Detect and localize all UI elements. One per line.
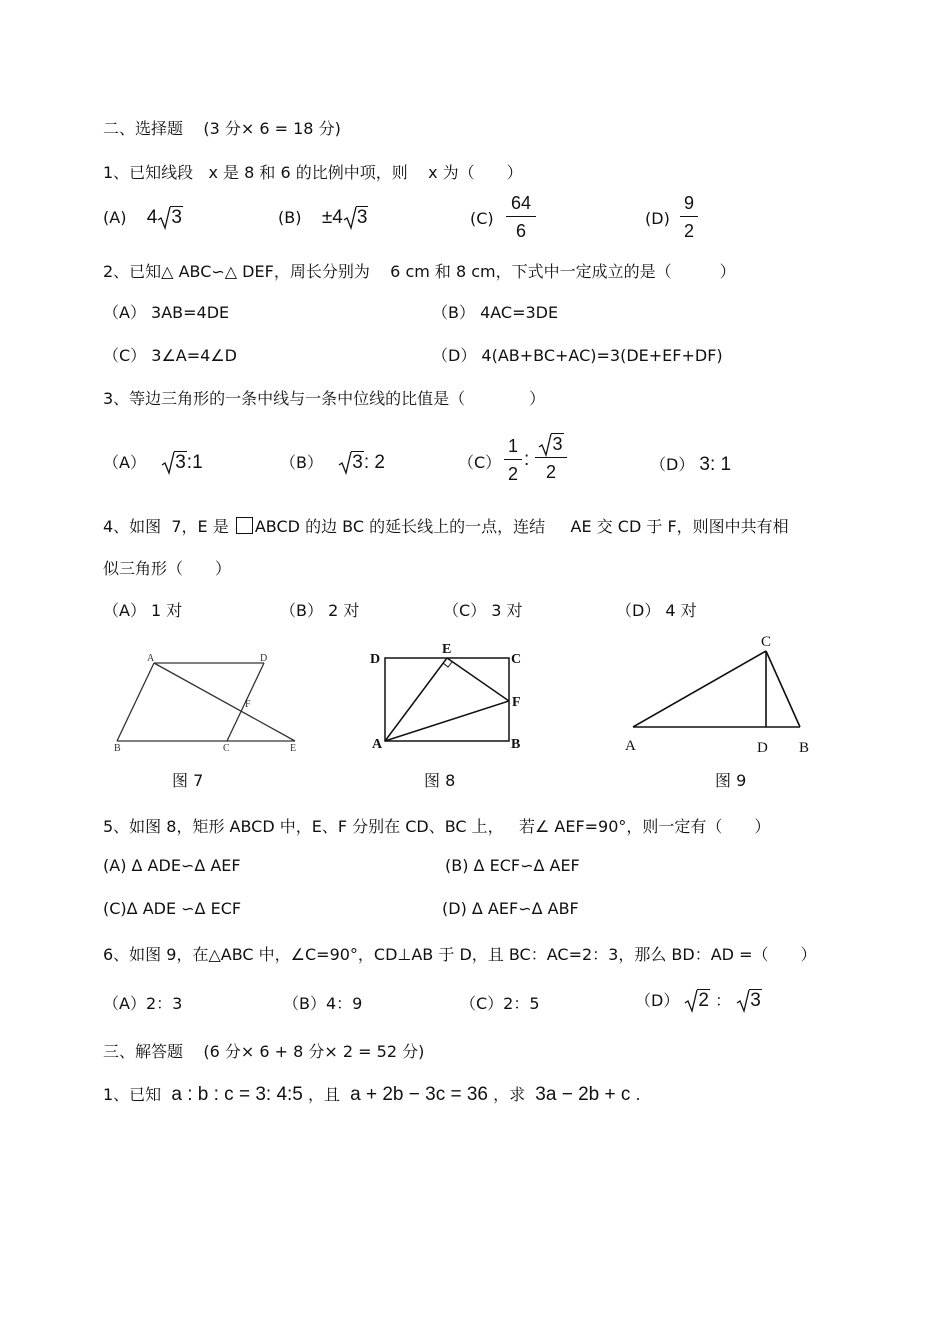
q4-stem: 4、如图 7，E 是 ABCD 的边 BC 的延长线上的一点，连结 AE 交 CD 于 F，则图中共有相 <box>103 517 789 536</box>
problem-1: 1、已知 a : b : c = 3: 4:5 ，且 a + 2b − 3c = 36 ，求 3a − 2b + c . <box>103 1084 641 1105</box>
section2-score: (3 分× 6 = 18 分) <box>203 119 341 138</box>
fig7-caption: 图 7 <box>172 771 204 790</box>
q4-option-b: （B） 2 对 <box>280 601 360 620</box>
fig9-label-b: B <box>799 740 810 756</box>
fig8-label-a: A <box>372 737 383 752</box>
sqrt-symbol: 3 <box>157 207 183 229</box>
q4-option-a: （A） 1 对 <box>103 601 183 620</box>
fig7-label-b: B <box>114 743 121 754</box>
q2-stem: 2、已知△ ABC∽△ DEF，周长分别为 6 cm 和 8 cm，下式中一定成立的是（ ） <box>103 262 736 281</box>
q1-stem: 1、已知线段 x 是 8 和 6 的比例中项，则 x 为（ ） <box>103 163 523 182</box>
q6-option-b: （B）4：9 <box>283 994 363 1013</box>
q6-option-d: （D） 2 ： 3 <box>635 990 761 1011</box>
fig7-label-f: F <box>245 699 251 710</box>
q3-option-a: （A） 3:1 <box>103 452 203 473</box>
sqrt-symbol: 3 <box>338 452 364 474</box>
fig9-label-a: A <box>625 738 636 754</box>
fig7-label-c: C <box>223 743 230 754</box>
fig7-label-a: A <box>147 653 155 664</box>
problem-1-equation: a + 2b − 3c = 36 <box>350 1084 489 1105</box>
q6-option-c: （C）2：5 <box>460 994 540 1013</box>
q3-option-d: （D） 3: 1 <box>650 454 732 475</box>
figure-7-parallelogram <box>105 645 305 755</box>
q1-option-c-label: (C) <box>470 209 494 228</box>
problem-1-expression: 3a − 2b + c <box>535 1084 631 1105</box>
fig8-label-b: B <box>511 737 521 752</box>
fig9-label-d: D <box>757 740 768 756</box>
q5-option-c: (C)Δ ADE ∽Δ ECF <box>103 899 242 918</box>
q3-stem: 3、等边三角形的一条中线与一条中位线的比值是（ ） <box>103 389 546 408</box>
q3-option-c-fraction2: 3 2 <box>535 434 567 483</box>
q1-option-d-label: (D) <box>645 209 670 228</box>
sqrt-symbol: 3 <box>736 990 762 1012</box>
q4-stem-line2: 似三角形（ ） <box>103 559 232 578</box>
fig8-label-d: D <box>370 652 381 667</box>
q3-option-b: （B） 3: 2 <box>280 452 385 473</box>
q4-option-d: （D） 4 对 <box>616 601 697 620</box>
sqrt-symbol: 3 <box>538 434 563 455</box>
fig8-caption: 图 8 <box>424 771 456 790</box>
problem-1-ratio: a : b : c = 3: 4:5 <box>171 1084 303 1105</box>
q2-option-c: （C） 3∠A=4∠D <box>103 346 237 365</box>
fig7-label-e: E <box>290 743 297 754</box>
q1-option-b: (B) ±4 3 <box>278 207 368 228</box>
fig8-label-f: F <box>512 695 521 710</box>
q1-option-c-fraction: 64 6 <box>506 193 536 242</box>
section2-heading: 二、选择题 (3 分× 6 = 18 分) <box>103 119 341 138</box>
q5-option-a: (A) Δ ADE∽Δ AEF <box>103 856 241 875</box>
fig9-label-c: C <box>761 634 772 650</box>
fig8-label-e: E <box>442 642 452 657</box>
q5-stem: 5、如图 8，矩形 ABCD 中，E、F 分别在 CD、BC 上， 若∠ AEF=90°，则一定有（ ） <box>103 817 771 836</box>
q2-option-a: （A） 3AB=4DE <box>103 303 230 322</box>
q6-option-a: （A）2：3 <box>103 994 183 1013</box>
fig8-label-c: C <box>511 652 522 667</box>
section3-score: (6 分× 6 + 8 分× 2 = 52 分) <box>203 1042 425 1061</box>
parallelogram-icon <box>236 517 253 534</box>
sqrt-symbol: 3 <box>161 452 187 474</box>
section3-heading: 三、解答题 (6 分× 6 + 8 分× 2 = 52 分) <box>103 1042 425 1061</box>
q3-option-c-colon: : <box>524 449 530 470</box>
q3-option-c-fraction1: 1 2 <box>504 436 522 485</box>
q2-option-b: （B） 4AC=3DE <box>432 303 559 322</box>
q5-option-d: (D) Δ AEF∽Δ ABF <box>442 899 579 918</box>
figure-8-rectangle <box>365 638 535 756</box>
figure-9-triangle <box>615 628 820 760</box>
sqrt-symbol: 2 <box>684 990 710 1012</box>
q6-stem: 6、如图 9，在△ABC 中，∠C=90°，CD⊥AB 于 D，且 BC：AC=2：3，那么 BD：AD =（ ） <box>103 945 817 964</box>
q3-option-c-label: （C） <box>458 453 502 472</box>
q1-option-d-fraction: 9 2 <box>680 193 698 242</box>
q5-option-b: (B) Δ ECF∽Δ AEF <box>445 856 580 875</box>
q1-option-a: (A) 4 3 <box>103 207 182 228</box>
q4-option-c: （C） 3 对 <box>443 601 523 620</box>
fig9-caption: 图 9 <box>715 771 747 790</box>
fig7-label-d: D <box>260 653 268 664</box>
q2-option-d: （D） 4(AB+BC+AC)=3(DE+EF+DF) <box>432 346 723 365</box>
sqrt-symbol: 3 <box>343 207 369 229</box>
